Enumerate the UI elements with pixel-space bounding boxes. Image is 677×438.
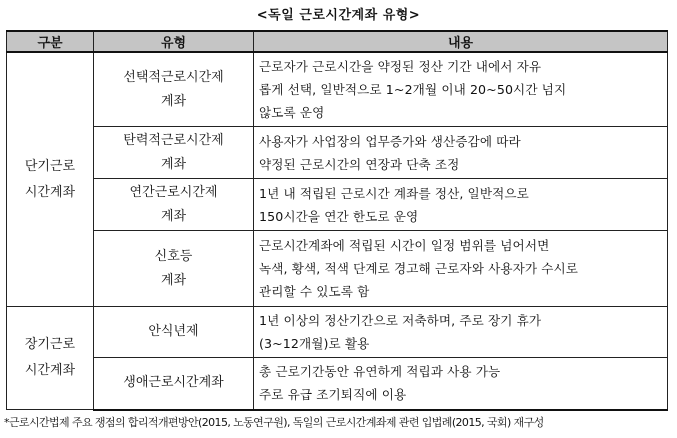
- table-row: [7, 307, 668, 358]
- table-row: [7, 127, 668, 179]
- content-line: 1년 내 적립된 근로시간 계좌를 정산, 일반적으로: [259, 185, 529, 201]
- type-line: 탄력적근로시간제: [123, 132, 224, 148]
- content-cell: [254, 52, 668, 127]
- content-cell: [254, 231, 668, 307]
- table-row: [7, 358, 668, 410]
- table-row: [7, 52, 668, 127]
- source-footnote: *근로시간법제 주요 쟁점의 합리적개편방안(2015, 노동연구원), 독일의 근로시간계좌제 관련 입법례(2015, 국회) 재구성: [4, 416, 544, 429]
- type-cell: [94, 52, 254, 127]
- content-cell: [254, 179, 668, 231]
- header-category: 구분: [7, 31, 94, 52]
- type-line: 선택적근로시간제: [123, 69, 224, 85]
- type-cell: [94, 358, 254, 410]
- type-line: 계좌: [160, 156, 187, 172]
- content-line: (3~12개월)로 활용: [259, 336, 370, 351]
- type-cell: [94, 127, 254, 179]
- content-line: 않도록 운영: [259, 105, 325, 120]
- content-line: 주로 유급 조기퇴직에 이용: [259, 387, 407, 403]
- category-line: 단기근로: [24, 158, 76, 174]
- type-line: 연간근로시간제: [129, 184, 218, 200]
- type-line: 계좌: [160, 208, 187, 224]
- working-time-account-table: [6, 30, 668, 411]
- type-line: 생애근로시간계좌: [123, 375, 224, 391]
- content-line: 사용자가 사업장의 업무증가와 생산증감에 따라: [259, 133, 521, 149]
- type-line: 안식년제: [148, 324, 199, 339]
- table-row: [7, 231, 668, 307]
- content-line: 근로자가 근로시간을 약정된 정산 기간 내에서 자유: [259, 59, 542, 74]
- content-line: 근로시간계좌에 적립된 시간이 일정 범위를 넘어서면: [259, 238, 550, 253]
- header-type: 유형: [94, 31, 254, 52]
- type-line: 신호등: [154, 248, 193, 264]
- table-row: [7, 179, 668, 231]
- category-line: 장기근로: [24, 337, 76, 352]
- type-cell: [94, 231, 254, 307]
- content-cell: [254, 358, 668, 410]
- header-content: 내용: [254, 31, 668, 52]
- table-title: <독일 근로시간계좌 유형>: [256, 8, 421, 23]
- type-cell: [94, 179, 254, 231]
- category-line: 시간계좌: [24, 363, 76, 378]
- category-line: 시간계좌: [24, 184, 76, 200]
- content-line: 관리할 수 있도록 함: [259, 284, 370, 299]
- type-cell: [94, 307, 254, 358]
- content-cell: [254, 307, 668, 358]
- content-line: 녹색, 황색, 적색 단계로 경고해 근로자와 사용자가 수시로: [259, 261, 579, 276]
- type-line: 계좌: [160, 272, 187, 288]
- content-cell: [254, 127, 668, 179]
- category-short-term: [7, 52, 94, 307]
- content-line: 롭게 선택, 일반적으로 1~2개월 이내 20~50시간 넘지: [259, 82, 567, 97]
- header-row: [7, 31, 668, 52]
- type-line: 계좌: [160, 93, 187, 109]
- category-long-term: [7, 307, 94, 410]
- content-line: 약정된 근로시간의 연장과 단축 조정: [259, 156, 460, 172]
- content-line: 1년 이상의 정산기간으로 저축하며, 주로 장기 휴가: [259, 313, 542, 328]
- content-line: 150시간을 연간 한도로 운영: [259, 208, 419, 224]
- content-line: 총 근로기간동안 유연하게 적립과 사용 가능: [259, 364, 501, 380]
